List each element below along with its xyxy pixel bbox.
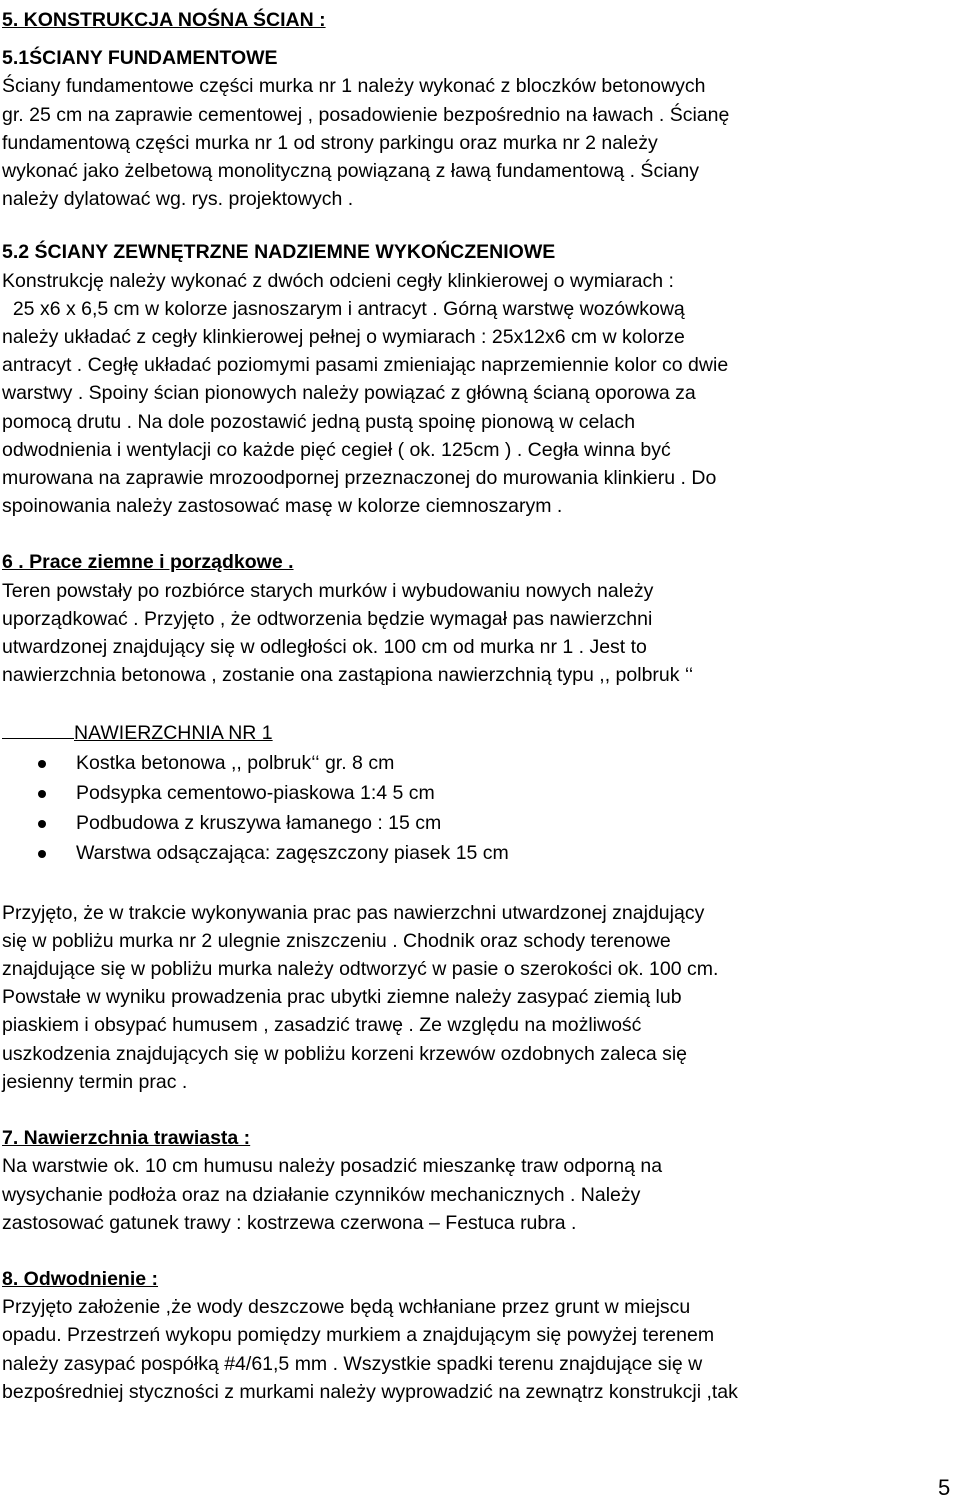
paragraph-line: odwodnienia i wentylacji co każde pięć cegieł ( ok. 125cm ) . Cegła winna być	[2, 438, 671, 461]
paragraph-line: 25 x6 x 6,5 cm w kolorze jasnoszarym i antracyt . Górną warstwę wozówkową	[2, 297, 685, 320]
paragraph-line: znajdujące się w pobliżu murka należy odtworzyć w pasie o szerokości ok. 100 cm.	[2, 958, 719, 981]
list-item: Podsypka cementowo-piaskowa 1:4 5 cm	[2, 778, 954, 808]
section-6-heading: 6 . Prace ziemne i porządkowe .	[2, 551, 294, 574]
surface-layers-title: NAWIERZCHNIA NR 1	[2, 719, 954, 747]
section-6-body-2	[2, 899, 954, 1096]
paragraph-line: antracyt . Cegłę układać poziomymi pasami zmieniając naprzemiennie kolor co dwie	[2, 354, 729, 377]
paragraph-line: nawierzchnia betonowa , zostanie ona zastąpiona nawierzchnią typu ,, polbruk ‘‘	[2, 664, 694, 687]
paragraph-line: uporządkować . Przyjęto , że odtworzenia będzie wymagał pas nawierzchni	[2, 607, 653, 630]
paragraph-line: wykonać jako żelbetową monolityczną powiązaną z ławą fundamentową . Ściany	[2, 160, 699, 183]
paragraph-line: utwardzonej znajdujący się w odległości ok. 100 cm od murka nr 1 . Jest to	[2, 636, 647, 659]
bullet-icon	[38, 790, 46, 798]
paragraph-line: wysychanie podłoża oraz na działanie czynników mechanicznych . Należy	[2, 1183, 641, 1206]
section-6-body	[2, 577, 954, 690]
paragraph-line: fundamentową części murka nr 1 od strony parkingu oraz murka nr 2 należy	[2, 131, 658, 154]
bullet-icon	[38, 820, 46, 828]
paragraph-line: Przyjęto, że w trakcie wykonywania prac pas nawierzchni utwardzonej znajdujący	[2, 901, 705, 924]
paragraph-line: Teren powstały po rozbiórce starych murków i wybudowaniu nowych należy	[2, 579, 654, 602]
paragraph-line: Konstrukcję należy wykonać z dwóch odcieni cegły klinkierowej o wymiarach :	[2, 269, 674, 292]
section-5-2-body	[2, 267, 954, 521]
paragraph-line: bezpośredniej styczności z murkami należy wyprowadzić na zewnątrz konstrukcji ,tak	[2, 1380, 738, 1403]
paragraph-line: opadu. Przestrzeń wykopu pomiędzy murkiem a znajdującym się powyżej terenem	[2, 1324, 715, 1347]
section-5-2-heading: 5.2 ŚCIANY ZEWNĘTRZNE NADZIEMNE WYKOŃCZENIOWE	[2, 241, 556, 264]
paragraph-line: Na warstwie ok. 10 cm humusu należy posadzić mieszankę traw odporną na	[2, 1155, 663, 1178]
section-7-heading: 7. Nawierzchnia trawiasta :	[2, 1127, 251, 1150]
paragraph-line: należy dylatować wg. rys. projektowych .	[2, 188, 354, 211]
paragraph-line: spoinowania należy zastosować masę w kolorze ciemnoszarym .	[2, 495, 563, 518]
section-8-heading: 8. Odwodnienie :	[2, 1267, 159, 1290]
list-item: Kostka betonowa ,, polbruk‘‘ gr. 8 cm	[2, 748, 954, 778]
list-item: Warstwa odsączająca: zagęszczony piasek 15 cm	[2, 838, 954, 868]
paragraph-line: uszkodzenia znajdujących się w pobliżu korzeni krzewów ozdobnych zaleca się	[2, 1042, 688, 1065]
bullet-icon	[38, 760, 46, 768]
paragraph-line: Ściany fundamentowe części murka nr 1 należy wykonać z bloczków betonowych	[2, 75, 706, 98]
section-5-heading: 5. KONSTRUKCJA NOŚNA ŚCIAN :	[2, 9, 326, 31]
paragraph-line: pomocą drutu . Na dole pozostawić jedną pustą spoinę pionową w celach	[2, 410, 636, 433]
paragraph-line: warstwy . Spoiny ścian pionowych należy powiązać z główną ścianą oporowa za	[2, 382, 696, 405]
paragraph-line: należy zasypać pospółką #4/61,5 mm . Wszystkie spadki terenu znajdujące się w	[2, 1352, 703, 1375]
paragraph-line: Przyjęto założenie ,że wody deszczowe będą wchłaniane przez grunt w miejscu	[2, 1296, 691, 1319]
paragraph-line: się w pobliżu murka nr 2 ulegnie zniszczeniu . Chodnik oraz schody terenowe	[2, 929, 671, 952]
paragraph-line: Powstałe w wyniku prowadzenia prac ubytki ziemne należy zasypać ziemią lub	[2, 986, 682, 1009]
section-8-body	[2, 1293, 954, 1406]
paragraph-line: zastosować gatunek trawy : kostrzewa czerwona – Festuca rubra .	[2, 1211, 577, 1234]
paragraph-line: jesienny termin prac .	[2, 1070, 188, 1093]
list-item: Podbudowa z kruszywa łamanego : 15 cm	[2, 808, 954, 838]
document-page	[2, 6, 954, 1406]
paragraph-line: murowana na zaprawie mrozoodpornej przeznaczonej do murowania klinkieru . Do	[2, 467, 717, 490]
paragraph-line: należy układać z cegły klinkierowej pełnej o wymiarach : 25x12x6 cm w kolorze	[2, 326, 685, 349]
underline-blank	[2, 720, 74, 739]
paragraph-line: gr. 25 cm na zaprawie cementowej , posadowienie bezpośrednio na ławach . Ścianę	[2, 103, 730, 126]
page-number: 5	[938, 1475, 951, 1500]
surface-layers-list	[2, 748, 954, 868]
section-5-1-heading: 5.1ŚCIANY FUNDAMENTOWE	[2, 47, 278, 70]
section-5-1-body	[2, 72, 954, 213]
bullet-icon	[38, 850, 46, 858]
section-7-body	[2, 1152, 954, 1237]
paragraph-line: piaskiem i obsypać humusem , zasadzić trawę . Ze względu na możliwość	[2, 1014, 642, 1037]
